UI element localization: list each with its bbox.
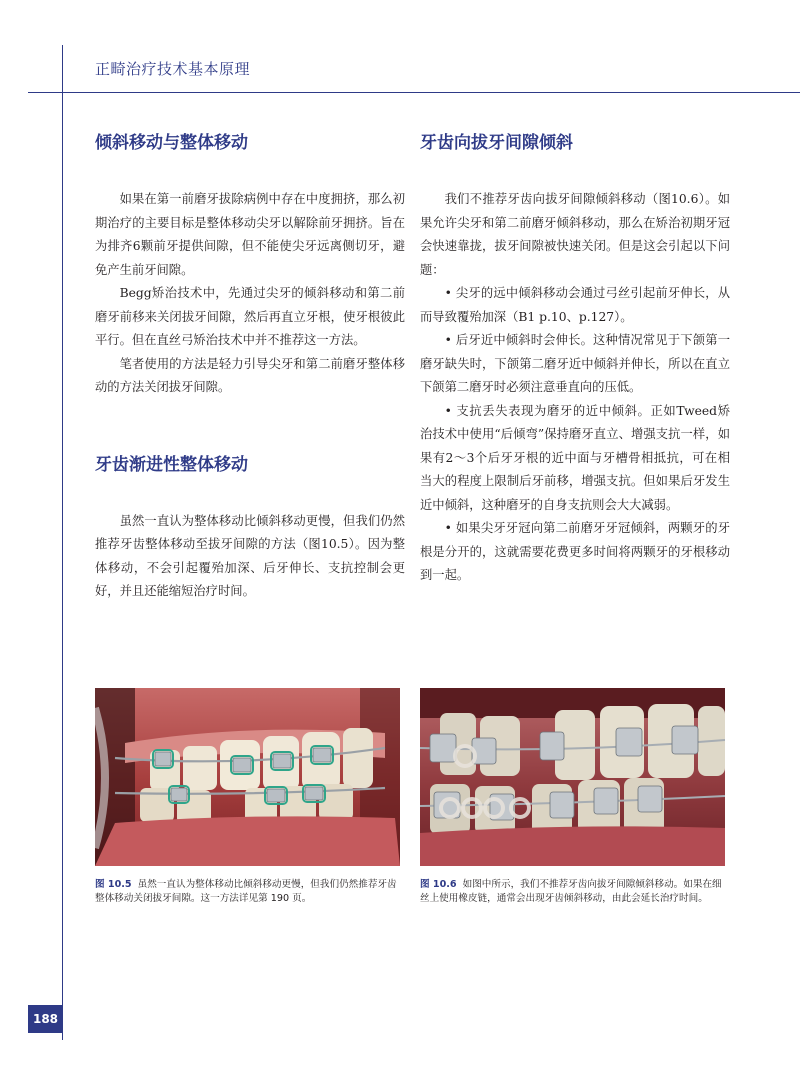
bullet-item: • 尖牙的远中倾斜移动会通过弓丝引起前牙伸长，从而导致覆殆加深（B1 p.10、p.127）。 [420, 286, 730, 324]
margin-rule-vertical [62, 45, 63, 1040]
paragraph: Begg矫治技术中，先通过尖牙的倾斜移动和第二前磨牙前移来关闭拔牙间隙，然后再直立牙根，使牙根彼此平行。但在直丝弓矫治技术中并不推荐这一方法。 [95, 286, 405, 347]
figure-number: 图 10.5 [95, 879, 132, 890]
running-header-title: 正畸治疗技术基本原理 [95, 60, 251, 78]
figure-10-5 [95, 688, 400, 906]
paragraph: 我们不推荐牙齿向拔牙间隙倾斜移动（图10.6）。如果允许尖牙和第二前磨牙倾斜移动，那么在矫治初期牙冠会快速靠拢，拔牙间隙被快速关闭。但是这会引起以下问题： [420, 192, 730, 277]
figure-caption-text: 虽然一直认为整体移动比倾斜移动更慢，但我们仍然推荐牙齿整体移动关闭拔牙间隙。这一方法详见第 190 页。 [95, 879, 397, 904]
bullet-item: • 后牙近中倾斜时会伸长。这种情况常见于下颌第一磨牙缺失时，下颌第二磨牙近中倾斜并伸长，所以在直立下颌第二磨牙时必须注意垂直向的压低。 [420, 333, 730, 394]
figure-photo-tipping-movement [420, 688, 725, 866]
paragraph: 笔者使用的方法是轻力引导尖牙和第二前磨牙整体移动的方法关闭拔牙间隙。 [95, 356, 405, 394]
section-heading-tipping-into-space: 牙齿向拔牙间隙倾斜 [420, 133, 573, 153]
section-heading-tipping-vs-bodily: 倾斜移动与整体移动 [95, 133, 248, 153]
right-column [420, 128, 730, 588]
bullet-item: • 支抗丢失表现为磨牙的近中倾斜。正如Tweed矫治技术中使用“后倾弯”保持磨牙直立、增强支抗一样，如果有2～3个后牙牙根的近中面与牙槽骨相抵抗，可在相当大的程度上限制后牙前移，增强支抗。但如果后牙发生近中倾斜，这种磨牙的自身支抗则会大大减弱。 [420, 403, 730, 512]
figure-10-6 [420, 688, 725, 906]
header-rule [28, 92, 800, 93]
paragraph: 虽然一直认为整体移动比倾斜移动更慢，但我们仍然推荐牙齿整体移动至拔牙间隙的方法（图10.5）。因为整体移动，不会引起覆殆加深、后牙伸长、支抗控制会更好，并且还能缩短治疗时间。 [95, 513, 405, 598]
section-heading-progressive-bodily: 牙齿渐进性整体移动 [95, 454, 248, 475]
figure-photo-bodily-movement [95, 688, 400, 866]
figure-number: 图 10.6 [420, 879, 457, 890]
figure-caption-text: 如图中所示，我们不推荐牙齿向拔牙间隙倾斜移动。如果在细丝上使用橡皮链，通常会出现牙齿倾斜移动，由此会延长治疗时间。 [420, 879, 722, 904]
bullet-item: • 如果尖牙牙冠向第二前磨牙牙冠倾斜，两颗牙的牙根是分开的，这就需要花费更多时间将两颗牙的牙根移动到一起。 [420, 521, 730, 582]
figure-caption [95, 878, 400, 906]
figure-caption [420, 878, 725, 906]
left-column [95, 128, 405, 604]
paragraph: 如果在第一前磨牙拔除病例中存在中度拥挤，那么初期治疗的主要目标是整体移动尖牙以解除前牙拥挤。旨在为排齐6颗前牙提供间隙，但不能使尖牙远离侧切牙，避免产生前牙间隙。 [95, 192, 405, 277]
page-number: 188 [28, 1005, 63, 1033]
